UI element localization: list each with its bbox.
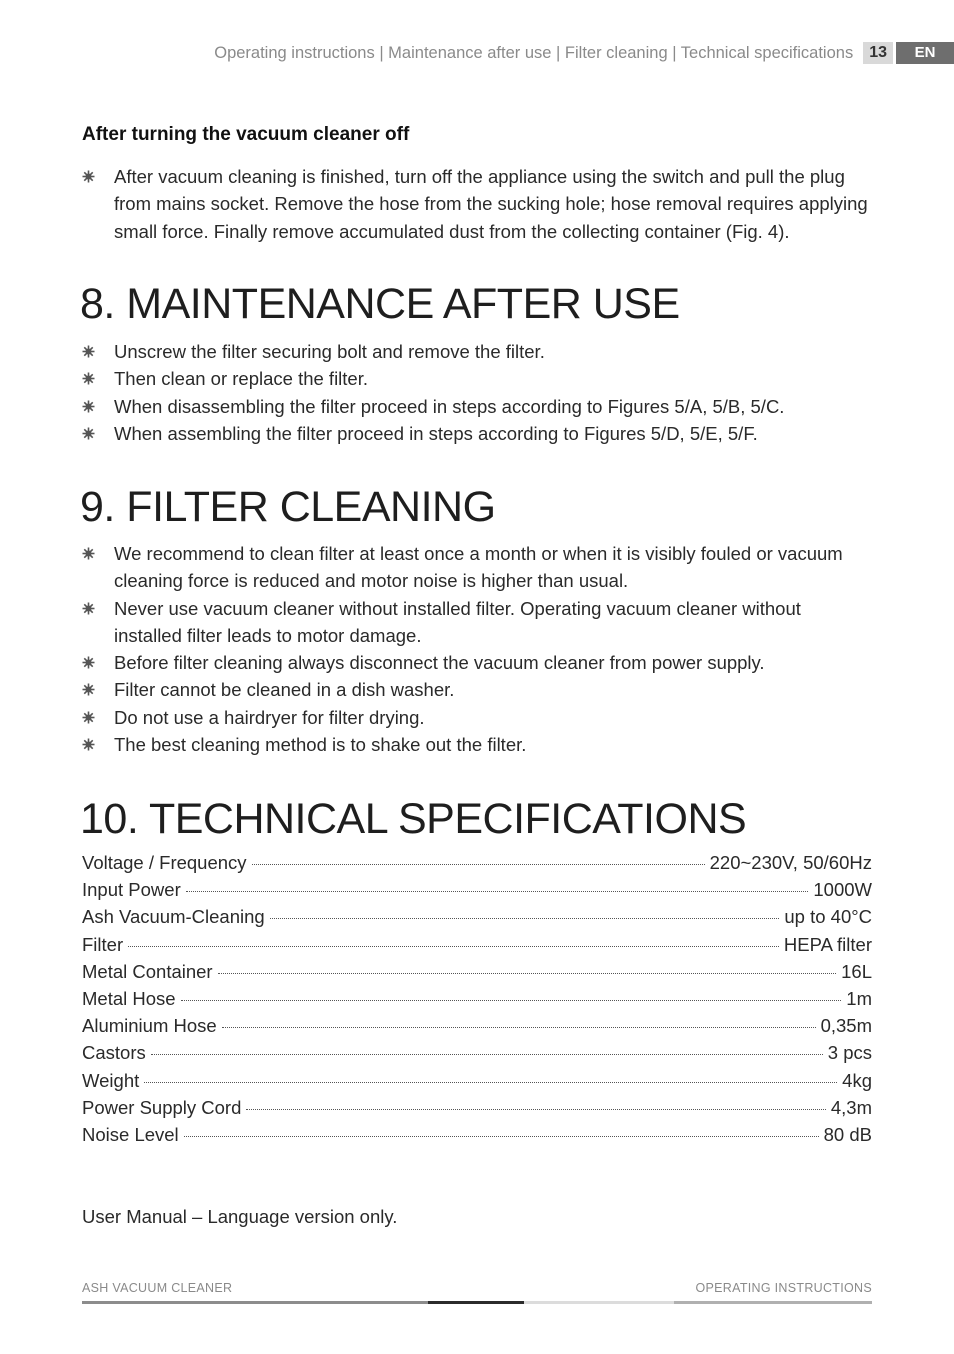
spec-value: up to 40°C: [784, 906, 872, 928]
gear-bullet-icon: [82, 345, 95, 358]
spec-value: 3 pcs: [827, 1042, 872, 1064]
spec-value: 80 dB: [823, 1123, 872, 1145]
bullet-text: Before filter cleaning always disconnect the vacuum cleaner from power supply.: [114, 652, 765, 674]
bullet-item: [82, 393, 872, 420]
spec-value: 16L: [841, 960, 872, 982]
dot-leader: [252, 864, 705, 865]
spec-row: [82, 1097, 872, 1124]
bullet-item: [82, 540, 872, 595]
dot-leader: [128, 946, 779, 947]
spec-label: Metal Hose: [82, 987, 176, 1009]
gear-bullet-icon: [82, 602, 95, 615]
page-number: 13: [863, 42, 893, 64]
spec-value: 4,3m: [830, 1096, 872, 1118]
bullet-text: We recommend to clean filter at least once a month or when it is visibly fouled or vacuum cleaning force is reduced and motor noise is higher than usual.: [114, 543, 843, 592]
spec-label: Voltage / Frequency: [82, 852, 247, 873]
gear-bullet-icon: [82, 711, 95, 724]
spec-row: [82, 1070, 872, 1097]
spec-label: Metal Container: [82, 960, 213, 982]
dot-leader: [186, 891, 809, 892]
spec-row: [82, 961, 872, 988]
gear-bullet-icon: [82, 170, 95, 183]
bullet-text: Do not use a hairdryer for filter drying.: [114, 706, 425, 728]
footer-bar-segment: [82, 1301, 428, 1304]
dot-leader: [270, 918, 780, 919]
gear-bullet-icon: [82, 738, 95, 751]
bullet-item: [82, 649, 872, 676]
spec-row: [82, 906, 872, 933]
bullet-item: [82, 338, 872, 365]
spec-label: Aluminium Hose: [82, 1015, 217, 1037]
bullet-item: [82, 365, 872, 392]
dot-leader: [218, 973, 837, 974]
bullet-text: Filter cannot be cleaned in a dish washer.: [114, 679, 455, 701]
bullet-list-filter-cleaning: [82, 540, 872, 758]
gear-bullet-icon: [82, 372, 95, 385]
spec-value: 0,35m: [820, 1015, 872, 1037]
bullet-text: Then clean or replace the filter.: [114, 368, 369, 390]
dot-leader: [144, 1082, 837, 1083]
bullet-item: [82, 676, 872, 703]
dot-leader: [151, 1054, 823, 1055]
gear-bullet-icon: [82, 427, 95, 440]
spec-row: [82, 879, 872, 906]
gear-bullet-icon: [82, 683, 95, 696]
bullet-item: [82, 704, 872, 731]
spec-label: Filter: [82, 933, 124, 955]
spec-label: Castors: [82, 1042, 146, 1064]
heading-filter-cleaning: 9. FILTER CLEANING: [80, 483, 496, 531]
dot-leader: [181, 1000, 842, 1001]
spec-row: [82, 852, 872, 879]
spec-row: [82, 1042, 872, 1069]
gear-bullet-icon: [82, 656, 95, 669]
spec-value: 1m: [846, 987, 872, 1009]
bullet-list-turning-off: [82, 163, 872, 245]
spec-label: Noise Level: [82, 1123, 179, 1145]
breadcrumb: Operating instructions | Maintenance after use | Filter cleaning | Technical specifications: [214, 43, 854, 62]
heading-technical-specifications: 10. TECHNICAL SPECIFICATIONS: [80, 795, 747, 843]
subheading-after-turning-off: After turning the vacuum cleaner off: [82, 124, 410, 145]
footer-bar-segment: [674, 1301, 872, 1304]
bullet-item: [82, 731, 872, 758]
spec-row: [82, 1015, 872, 1042]
spec-label: Weight: [82, 1069, 140, 1091]
gear-bullet-icon: [82, 547, 95, 560]
footer-bar-segment: [524, 1301, 674, 1304]
footer-product-name: ASH VACUUM CLEANER: [82, 1281, 233, 1295]
bullet-text: The best cleaning method is to shake out the filter.: [114, 734, 527, 756]
bullet-item: [82, 595, 872, 650]
bullet-item: [82, 163, 872, 245]
dot-leader: [184, 1136, 819, 1137]
bullet-item: [82, 420, 872, 447]
spec-row: [82, 1124, 872, 1151]
spec-value: 4kg: [842, 1069, 872, 1091]
heading-maintenance: 8. MAINTENANCE AFTER USE: [80, 280, 680, 328]
spec-label: Input Power: [82, 879, 181, 901]
footer-bar-segment: [428, 1301, 524, 1304]
spec-row: [82, 988, 872, 1015]
page-header: [214, 42, 954, 64]
spec-row: [82, 934, 872, 961]
spec-label: Power Supply Cord: [82, 1096, 242, 1118]
bullet-text: After vacuum cleaning is finished, turn off the appliance using the switch and pull the plug from mains socket. Remove the hose from the sucking hole; hose removal requires applying small force. Finally remove accumulated dust from the collecting container (Fig. 4).: [114, 166, 868, 242]
bullet-text: When disassembling the filter proceed in steps according to Figures 5/A, 5/B, 5/C.: [114, 395, 785, 417]
dot-leader: [246, 1109, 825, 1110]
language-badge: EN: [896, 42, 954, 64]
footer-doc-type: OPERATING INSTRUCTIONS: [695, 1281, 872, 1295]
specs-table: [82, 852, 872, 1151]
bullet-list-maintenance: [82, 338, 872, 447]
language-note: User Manual – Language version only.: [82, 1206, 398, 1227]
spec-value: HEPA filter: [783, 933, 872, 955]
spec-value: 1000W: [813, 879, 872, 901]
bullet-text: Never use vacuum cleaner without installed filter. Operating vacuum cleaner without installed filter leads to motor damage.: [114, 597, 801, 646]
spec-value: 220~230V, 50/60Hz: [709, 852, 872, 873]
gear-bullet-icon: [82, 400, 95, 413]
bullet-text: When assembling the filter proceed in steps according to Figures 5/D, 5/E, 5/F.: [114, 422, 758, 444]
bullet-text: Unscrew the filter securing bolt and remove the filter.: [114, 341, 545, 362]
spec-label: Ash Vacuum-Cleaning: [82, 906, 265, 928]
dot-leader: [222, 1027, 816, 1028]
